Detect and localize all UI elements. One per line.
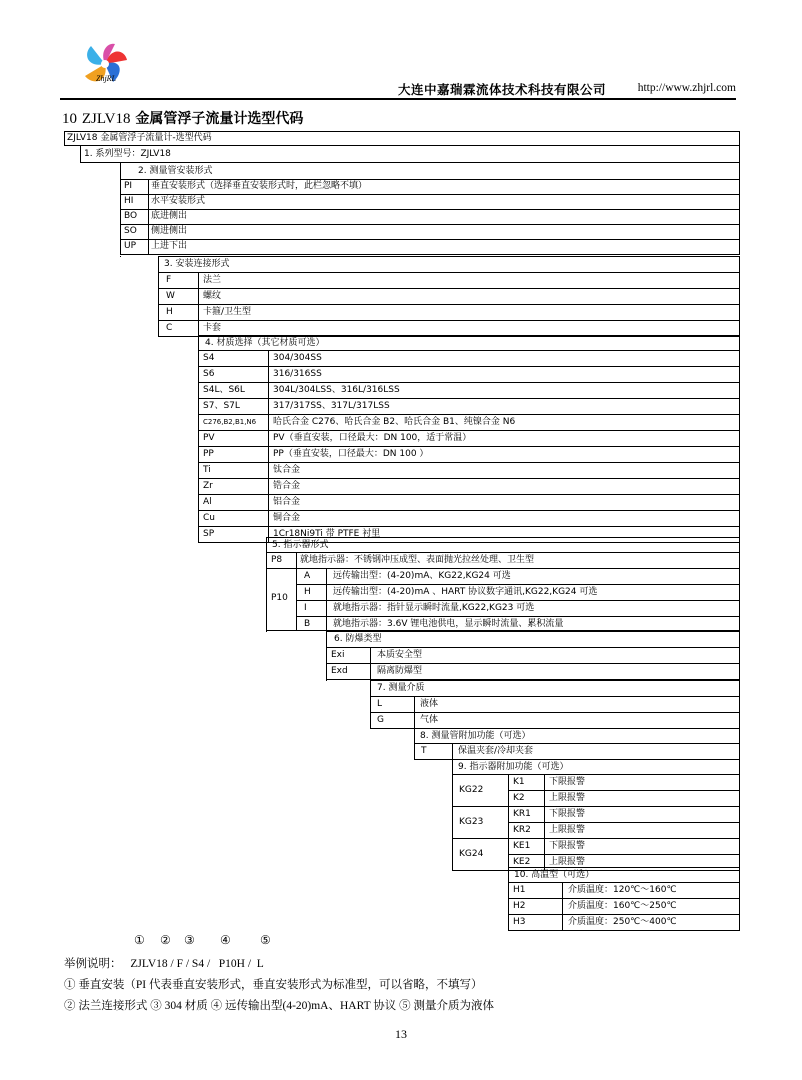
code-label: KR2	[513, 825, 531, 835]
desc-label: 下限报警	[549, 777, 586, 787]
code-cell	[158, 272, 199, 289]
example-marker-1: ①	[134, 933, 145, 947]
connector-line	[370, 728, 371, 729]
example-marker-5: ⑤	[260, 933, 271, 947]
code-label: KR1	[513, 809, 531, 819]
desc-cell	[268, 478, 740, 495]
code-label: Ti	[203, 465, 211, 475]
code-cell	[158, 304, 199, 321]
desc-label: 304L/304LSS、316L/316LSS	[273, 385, 400, 395]
code-cell	[414, 743, 453, 760]
code-label: HI	[124, 196, 134, 206]
section-number: 10	[62, 111, 77, 127]
code-label: K1	[513, 777, 525, 787]
code-label: SO	[124, 226, 137, 236]
desc-label: 316/316SS	[273, 369, 322, 379]
desc-label: 上限报警	[549, 793, 586, 803]
desc-label: 法兰	[203, 275, 222, 285]
code-label: C276,B2,B1,N6	[203, 418, 257, 426]
section-heading-row	[326, 631, 740, 648]
code-cell	[158, 320, 199, 337]
connector-line	[158, 335, 159, 336]
desc-cell	[268, 462, 740, 479]
section-heading-row	[266, 537, 740, 553]
section-heading-row	[80, 145, 740, 163]
code-label: Cu	[203, 513, 215, 523]
desc-label: 就地指示器：不锈钢冲压成型、表面抛光拉丝处理、卫生型	[300, 555, 535, 565]
code-label: P8	[271, 555, 283, 565]
desc-cell	[148, 239, 740, 255]
desc-cell	[148, 194, 740, 210]
desc-label: 哈氏合金 C276、哈氏合金 B2、哈氏合金 B1、纯镍合金 N6	[273, 417, 516, 427]
desc-cell	[148, 209, 740, 225]
code-cell	[296, 584, 327, 601]
desc-label: 上进下出	[151, 241, 188, 251]
section-heading-row	[120, 162, 740, 180]
example-marker-4: ④	[220, 933, 231, 947]
desc-cell	[268, 366, 740, 383]
connector-line	[198, 537, 199, 538]
code-label: Exd	[331, 666, 348, 676]
code-label: B	[304, 619, 311, 629]
connector-line	[120, 256, 121, 257]
company-name: 大连中嘉瑞霖流体技术科技有限公司	[397, 82, 606, 97]
desc-cell	[198, 272, 740, 289]
section-10-heading: 10. 高温型（可选）	[514, 870, 595, 880]
desc-label: PV（垂直安装，口径最大：DN 100，适于常温）	[273, 433, 472, 443]
section-heading-row	[158, 256, 740, 273]
code-cell	[296, 600, 327, 617]
code-label: S4L、S6L	[203, 385, 245, 395]
desc-label: 铝合金	[273, 497, 301, 507]
desc-label: 上限报警	[549, 825, 586, 835]
section-8-heading: 8. 测量管附加功能（可选）	[420, 731, 531, 741]
example-marker-2: ②	[160, 933, 171, 947]
section-7-heading: 7. 测量介质	[377, 683, 425, 693]
example-note-2: ② 法兰连接形式 ③ 304 材质 ④ 远传输出型(4-20)mA、HART 协议 ⑤ 测量介质为液体	[64, 1000, 495, 1012]
desc-label: 钛合金	[273, 465, 301, 475]
code-label: S4	[203, 353, 215, 363]
desc-label: 下限报警	[549, 809, 586, 819]
connector-line	[64, 145, 65, 146]
model-code: ZJLV18	[81, 111, 131, 127]
desc-label: 底进侧出	[151, 211, 188, 221]
table-title: ZJLV18 金属管浮子流量计-选型代码	[67, 133, 212, 143]
group-code-label: KG23	[459, 817, 484, 827]
code-label: S7、S7L	[203, 401, 240, 411]
example-label: 举例说明：	[64, 958, 122, 970]
desc-cell	[370, 647, 740, 664]
example-note-1: ① 垂直安装（PI 代表垂直安装形式，垂直安装形式为标准型，可以省略，不填写）	[64, 979, 483, 991]
code-label: KE2	[513, 857, 531, 867]
connector-line	[326, 680, 327, 681]
desc-label: 介质温度：160℃～250℃	[568, 901, 677, 911]
desc-label: 锆合金	[273, 481, 301, 491]
desc-cell	[268, 350, 740, 367]
code-label: H2	[513, 901, 526, 911]
connector-line	[80, 162, 81, 163]
code-label: UP	[124, 241, 137, 251]
section-1-heading: 1. 系列型号：ZJLV18	[84, 149, 171, 159]
section-4-heading: 4. 材质选择（其它材质可选）	[205, 338, 325, 348]
desc-cell	[198, 288, 740, 305]
desc-label: 上限报警	[549, 857, 586, 867]
code-label: BO	[124, 211, 138, 221]
connector-line	[266, 631, 267, 632]
desc-label: 就地指示器：指针显示瞬时流量,KG22,KG23 可选	[333, 603, 535, 613]
desc-cell	[148, 224, 740, 240]
desc-label: 卡套	[203, 323, 222, 333]
desc-label: 远传输出型：(4-20)mA 、HART 协议数字通讯,KG22,KG24 可选	[333, 587, 598, 597]
desc-label: 垂直安装形式（选择垂直安装形式时，此栏忽略不填）	[151, 181, 368, 191]
code-label: KE1	[513, 841, 531, 851]
desc-label: 气体	[420, 715, 439, 725]
desc-label: 304/304SS	[273, 353, 322, 363]
desc-label: 317/317SS、317L/317LSS	[273, 401, 390, 411]
code-label: P10	[271, 593, 288, 603]
desc-label: 就地指示器：3.6V 锂电池供电，显示瞬时流量、累积流量	[333, 619, 564, 629]
code-label: Al	[203, 497, 212, 507]
group-code-label: KG24	[459, 849, 484, 859]
code-label: I	[304, 603, 307, 613]
code-label: L	[377, 699, 383, 709]
code-label: K2	[513, 793, 525, 803]
desc-cell	[414, 696, 740, 713]
desc-cell	[414, 712, 740, 729]
desc-cell	[268, 494, 740, 511]
company-url: http://www.zhjrl.com	[637, 82, 736, 94]
desc-label: 液体	[420, 699, 439, 709]
logo-text: ZhjRL	[96, 74, 117, 83]
code-label: Exi	[331, 650, 345, 660]
code-label: H3	[513, 917, 526, 927]
desc-cell	[198, 304, 740, 321]
code-cell	[296, 616, 327, 631]
desc-label: 远传输出型：(4-20)mA、KG22,KG24 可选	[333, 571, 511, 581]
code-label: W	[166, 291, 175, 301]
code-label: Zr	[203, 481, 213, 491]
section-3-heading: 3. 安装连接形式	[164, 259, 230, 269]
desc-cell	[268, 510, 740, 527]
code-label: G	[377, 715, 384, 725]
example-marker-3: ③	[184, 933, 195, 947]
code-label: PI	[124, 181, 133, 191]
desc-label: 介质温度：120℃～160℃	[568, 885, 677, 895]
desc-label: PP（垂直安装，口径最大：DN 100 ）	[273, 449, 429, 459]
group-code-label: KG22	[459, 785, 484, 795]
section-title-text: 金属管浮子流量计选型代码	[135, 111, 304, 127]
code-cell	[158, 288, 199, 305]
code-label: A	[304, 571, 311, 581]
code-label: S6	[203, 369, 215, 379]
desc-label: 卡箍/卫生型	[203, 307, 252, 317]
code-label: H	[166, 307, 173, 317]
example-code: ZJLV18 / F / S4 / P10H / L	[130, 958, 264, 970]
code-label: T	[421, 746, 427, 756]
code-cell	[296, 568, 327, 585]
section-2-heading: 2. 测量管安装形式	[138, 166, 213, 176]
desc-label: 侧进侧出	[151, 226, 188, 236]
desc-label: 本质安全型	[377, 650, 423, 660]
section-5-heading: 5. 指示器形式	[272, 540, 329, 550]
section-6-heading: 6. 防爆类型	[334, 634, 382, 644]
example-code-line	[64, 955, 264, 971]
desc-cell	[370, 663, 740, 680]
desc-label: 1Cr18Ni9Ti 带 PTFE 衬里	[273, 529, 381, 539]
connector-line	[452, 867, 453, 868]
code-label: SP	[203, 529, 215, 539]
code-label: F	[166, 275, 172, 285]
code-label: H	[304, 587, 311, 597]
desc-label: 保温夹套/冷却夹套	[458, 746, 534, 756]
desc-label: 隔离防爆型	[377, 666, 423, 676]
code-label: H1	[513, 885, 526, 895]
desc-label: 螺纹	[203, 291, 222, 301]
code-label: PP	[203, 449, 214, 459]
desc-label: 铜合金	[273, 513, 301, 523]
page-number: 13	[395, 1027, 407, 1041]
desc-label: 水平安装形式	[151, 196, 206, 206]
code-label: C	[166, 323, 173, 333]
desc-label: 下限报警	[549, 841, 586, 851]
section-9-heading: 9. 指示器附加功能（可选）	[458, 762, 569, 772]
section-heading-row	[370, 680, 740, 697]
desc-label: 介质温度：250℃～400℃	[568, 917, 677, 927]
connector-line	[414, 759, 415, 760]
code-label: PV	[203, 433, 215, 443]
